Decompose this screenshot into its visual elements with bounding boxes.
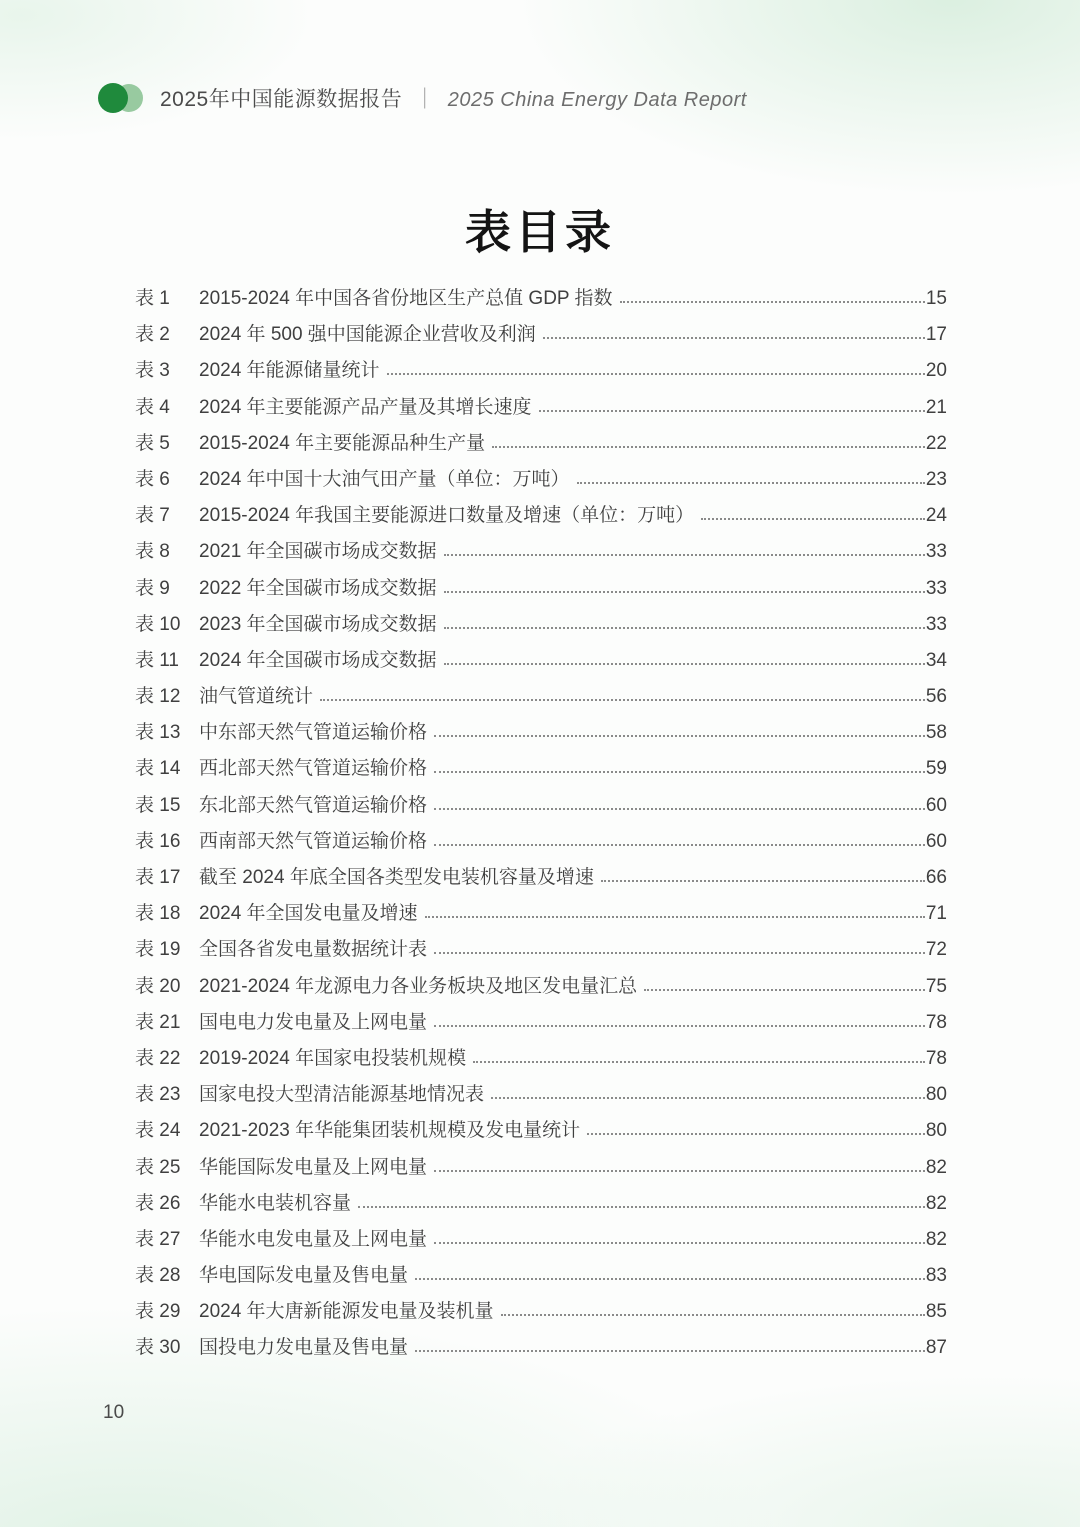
toc-entry-page-number: 33 xyxy=(925,613,947,635)
dot-leader xyxy=(415,1350,925,1352)
toc-entry-label: 表 25 xyxy=(135,1156,181,1178)
toc-entry-page-number: 59 xyxy=(925,758,947,780)
toc-entry-label: 表 12 xyxy=(135,686,181,708)
toc-entry-page-number: 82 xyxy=(925,1156,947,1178)
toc-entry-page-number: 80 xyxy=(925,1120,947,1142)
toc-entry-label: 表 13 xyxy=(135,722,181,744)
toc-entry xyxy=(135,392,947,428)
toc-entry-title: 2022 年全国碳市场成交数据 xyxy=(199,577,437,599)
toc-entry-label: 表 3 xyxy=(135,360,170,382)
dot-leader xyxy=(434,771,925,773)
toc-entry-page-number: 78 xyxy=(925,1047,947,1069)
toc-entry-label: 表 29 xyxy=(135,1301,181,1323)
toc-entry-label: 表 14 xyxy=(135,758,181,780)
toc-entry-label: 表 7 xyxy=(135,505,170,527)
toc-entry xyxy=(135,1188,947,1224)
toc-entry xyxy=(135,1043,947,1079)
toc-entry-title: 全国各省发电量数据统计表 xyxy=(199,939,428,961)
toc-entry-label: 表 27 xyxy=(135,1228,181,1250)
toc-entry xyxy=(135,536,947,572)
table-of-tables-list xyxy=(135,283,947,1369)
toc-entry-title: 西南部天然气管道运输价格 xyxy=(199,830,428,852)
toc-entry-page-number: 33 xyxy=(925,541,947,563)
dot-leader xyxy=(415,1278,925,1280)
toc-entry-title: 2015-2024 年中国各省份地区生产总值 GDP 指数 xyxy=(199,288,613,309)
dot-leader xyxy=(539,410,925,412)
toc-entry-page-number: 75 xyxy=(925,975,947,997)
toc-entry-label: 表 5 xyxy=(135,432,170,454)
toc-entry xyxy=(135,753,947,789)
toc-entry xyxy=(135,826,947,862)
toc-entry-title: 国投电力发电量及售电量 xyxy=(199,1337,409,1359)
page-number: 10 xyxy=(103,1402,125,1423)
toc-entry-label: 表 1 xyxy=(135,288,170,309)
dot-leader xyxy=(434,1170,925,1172)
toc-entry xyxy=(135,1224,947,1260)
toc-entry-title: 2021-2023 年华能集团装机规模及发电量统计 xyxy=(199,1120,581,1142)
dot-leader xyxy=(501,1314,925,1316)
toc-entry-page-number: 71 xyxy=(925,903,947,925)
dot-leader xyxy=(444,663,925,665)
toc-entry-title: 2024 年能源储量统计 xyxy=(199,360,380,382)
toc-entry-page-number: 34 xyxy=(925,649,947,671)
toc-entry xyxy=(135,573,947,609)
toc-entry-title: 华电国际发电量及售电量 xyxy=(199,1265,409,1287)
toc-entry-title: 2024 年全国发电量及增速 xyxy=(199,903,418,925)
dot-leader xyxy=(434,808,925,810)
toc-entry-label: 表 16 xyxy=(135,830,181,852)
toc-entry-title: 截至 2024 年底全国各类型发电装机容量及增速 xyxy=(199,867,594,888)
toc-entry-title: 2015-2024 年我国主要能源进口数量及增速（单位：万吨） xyxy=(199,505,695,527)
header-separator: ｜ xyxy=(414,88,436,111)
toc-entry-page-number: 85 xyxy=(925,1301,947,1323)
toc-entry-page-number: 23 xyxy=(925,468,947,490)
toc-entry-page-number: 83 xyxy=(925,1265,947,1287)
toc-entry xyxy=(135,862,947,898)
dot-leader xyxy=(434,735,925,737)
page-header xyxy=(98,82,747,114)
toc-entry-page-number: 17 xyxy=(925,324,947,346)
toc-entry-title: 2024 年全国碳市场成交数据 xyxy=(199,649,437,671)
toc-entry xyxy=(135,971,947,1007)
toc-entry-label: 表 11 xyxy=(135,649,180,671)
toc-entry-title: 2024 年中国十大油气田产量（单位：万吨） xyxy=(199,468,570,490)
toc-entry-label: 表 23 xyxy=(135,1084,181,1106)
toc-entry xyxy=(135,1115,947,1151)
dot-leader xyxy=(434,952,925,954)
toc-entry-title: 2023 年全国碳市场成交数据 xyxy=(199,613,437,635)
toc-entry-page-number: 58 xyxy=(925,722,947,744)
toc-entry-page-number: 72 xyxy=(925,939,947,961)
dot-leader xyxy=(587,1133,925,1135)
toc-entry-page-number: 87 xyxy=(925,1337,947,1359)
dot-leader xyxy=(434,1242,925,1244)
toc-entry-title: 2021 年全国碳市场成交数据 xyxy=(199,541,437,563)
toc-entry-title: 2021-2024 年龙源电力各业务板块及地区发电量汇总 xyxy=(199,975,638,997)
toc-entry-title: 2024 年 500 强中国能源企业营收及利润 xyxy=(199,324,536,346)
toc-entry-label: 表 2 xyxy=(135,324,170,346)
toc-entry xyxy=(135,500,947,536)
dot-leader xyxy=(444,554,925,556)
toc-entry-page-number: 21 xyxy=(925,396,947,418)
logo-circle-dark xyxy=(98,83,128,113)
toc-entry-page-number: 20 xyxy=(925,360,947,382)
dot-leader xyxy=(387,373,925,375)
toc-entry-label: 表 9 xyxy=(135,577,170,599)
toc-entry xyxy=(135,934,947,970)
toc-entry xyxy=(135,645,947,681)
toc-entry-page-number: 15 xyxy=(925,288,947,309)
toc-entry-label: 表 24 xyxy=(135,1120,181,1142)
toc-entry-label: 表 21 xyxy=(135,1011,181,1033)
toc-entry-page-number: 24 xyxy=(925,505,947,527)
toc-entry-page-number: 60 xyxy=(925,830,947,852)
toc-entry xyxy=(135,1152,947,1188)
toc-entry xyxy=(135,428,947,464)
toc-entry xyxy=(135,319,947,355)
dot-leader xyxy=(434,844,925,846)
dot-leader xyxy=(644,989,925,991)
dot-leader xyxy=(358,1206,925,1208)
toc-entry xyxy=(135,1296,947,1332)
dot-leader xyxy=(491,1097,925,1099)
toc-entry-label: 表 15 xyxy=(135,794,181,816)
toc-entry-page-number: 66 xyxy=(925,867,947,888)
toc-entry-label: 表 17 xyxy=(135,867,181,888)
toc-entry-title: 华能水电装机容量 xyxy=(199,1192,352,1214)
header-title xyxy=(160,83,747,113)
toc-entry-page-number: 80 xyxy=(925,1084,947,1106)
toc-entry-label: 表 20 xyxy=(135,975,181,997)
toc-entry-label: 表 4 xyxy=(135,396,170,418)
toc-entry-label: 表 6 xyxy=(135,468,170,490)
toc-entry xyxy=(135,464,947,500)
dot-leader xyxy=(473,1061,925,1063)
toc-entry xyxy=(135,609,947,645)
toc-entry-label: 表 28 xyxy=(135,1265,181,1287)
toc-entry-page-number: 56 xyxy=(925,686,947,708)
toc-entry-page-number: 82 xyxy=(925,1228,947,1250)
toc-entry xyxy=(135,1332,947,1368)
dot-leader xyxy=(701,518,925,520)
dot-leader xyxy=(543,337,925,339)
report-title-en: 2025 China Energy Data Report xyxy=(447,89,747,111)
toc-entry xyxy=(135,790,947,826)
toc-entry xyxy=(135,355,947,391)
dot-leader xyxy=(320,699,925,701)
toc-entry xyxy=(135,1260,947,1296)
toc-entry-label: 表 26 xyxy=(135,1192,181,1214)
dot-leader xyxy=(601,880,925,882)
toc-entry-page-number: 82 xyxy=(925,1192,947,1214)
toc-entry-label: 表 10 xyxy=(135,613,181,635)
dot-leader xyxy=(492,446,925,448)
toc-entry-title: 华能水电发电量及上网电量 xyxy=(199,1228,428,1250)
toc-entry-page-number: 22 xyxy=(925,432,947,454)
toc-entry-title: 2019-2024 年国家电投装机规模 xyxy=(199,1047,467,1069)
dot-leader xyxy=(577,482,925,484)
toc-entry xyxy=(135,717,947,753)
toc-entry-label: 表 8 xyxy=(135,541,170,563)
toc-entry-page-number: 60 xyxy=(925,794,947,816)
toc-entry-label: 表 22 xyxy=(135,1047,181,1069)
page-title: 表目录 xyxy=(465,206,615,258)
report-title-zh: 2025年中国能源数据报告 xyxy=(160,88,403,111)
toc-entry-page-number: 33 xyxy=(925,577,947,599)
toc-entry-title: 中东部天然气管道运输价格 xyxy=(199,722,428,744)
toc-entry xyxy=(135,283,947,319)
toc-entry-label: 表 18 xyxy=(135,903,181,925)
dot-leader xyxy=(425,916,925,918)
toc-entry xyxy=(135,1079,947,1115)
dot-leader xyxy=(620,301,925,303)
toc-entry-title: 2024 年大唐新能源发电量及装机量 xyxy=(199,1301,494,1323)
toc-entry xyxy=(135,681,947,717)
toc-entry-title: 东北部天然气管道运输价格 xyxy=(199,794,428,816)
dot-leader xyxy=(444,627,925,629)
toc-entry-label: 表 30 xyxy=(135,1337,181,1359)
toc-entry-page-number: 78 xyxy=(925,1011,947,1033)
toc-entry-title: 西北部天然气管道运输价格 xyxy=(199,758,428,780)
toc-entry-label: 表 19 xyxy=(135,939,181,961)
dot-leader xyxy=(444,591,925,593)
toc-entry xyxy=(135,1007,947,1043)
toc-entry-title: 华能国际发电量及上网电量 xyxy=(199,1156,428,1178)
toc-entry-title: 2024 年主要能源产品产量及其增长速度 xyxy=(199,396,532,418)
toc-entry xyxy=(135,898,947,934)
toc-entry-title: 国电电力发电量及上网电量 xyxy=(199,1011,428,1033)
toc-entry-title: 2015-2024 年主要能源品种生产量 xyxy=(199,432,486,454)
toc-entry-title: 国家电投大型清洁能源基地情况表 xyxy=(199,1084,485,1106)
toc-entry-title: 油气管道统计 xyxy=(199,686,314,708)
dot-leader xyxy=(434,1025,925,1027)
report-logo-icon xyxy=(98,82,146,114)
